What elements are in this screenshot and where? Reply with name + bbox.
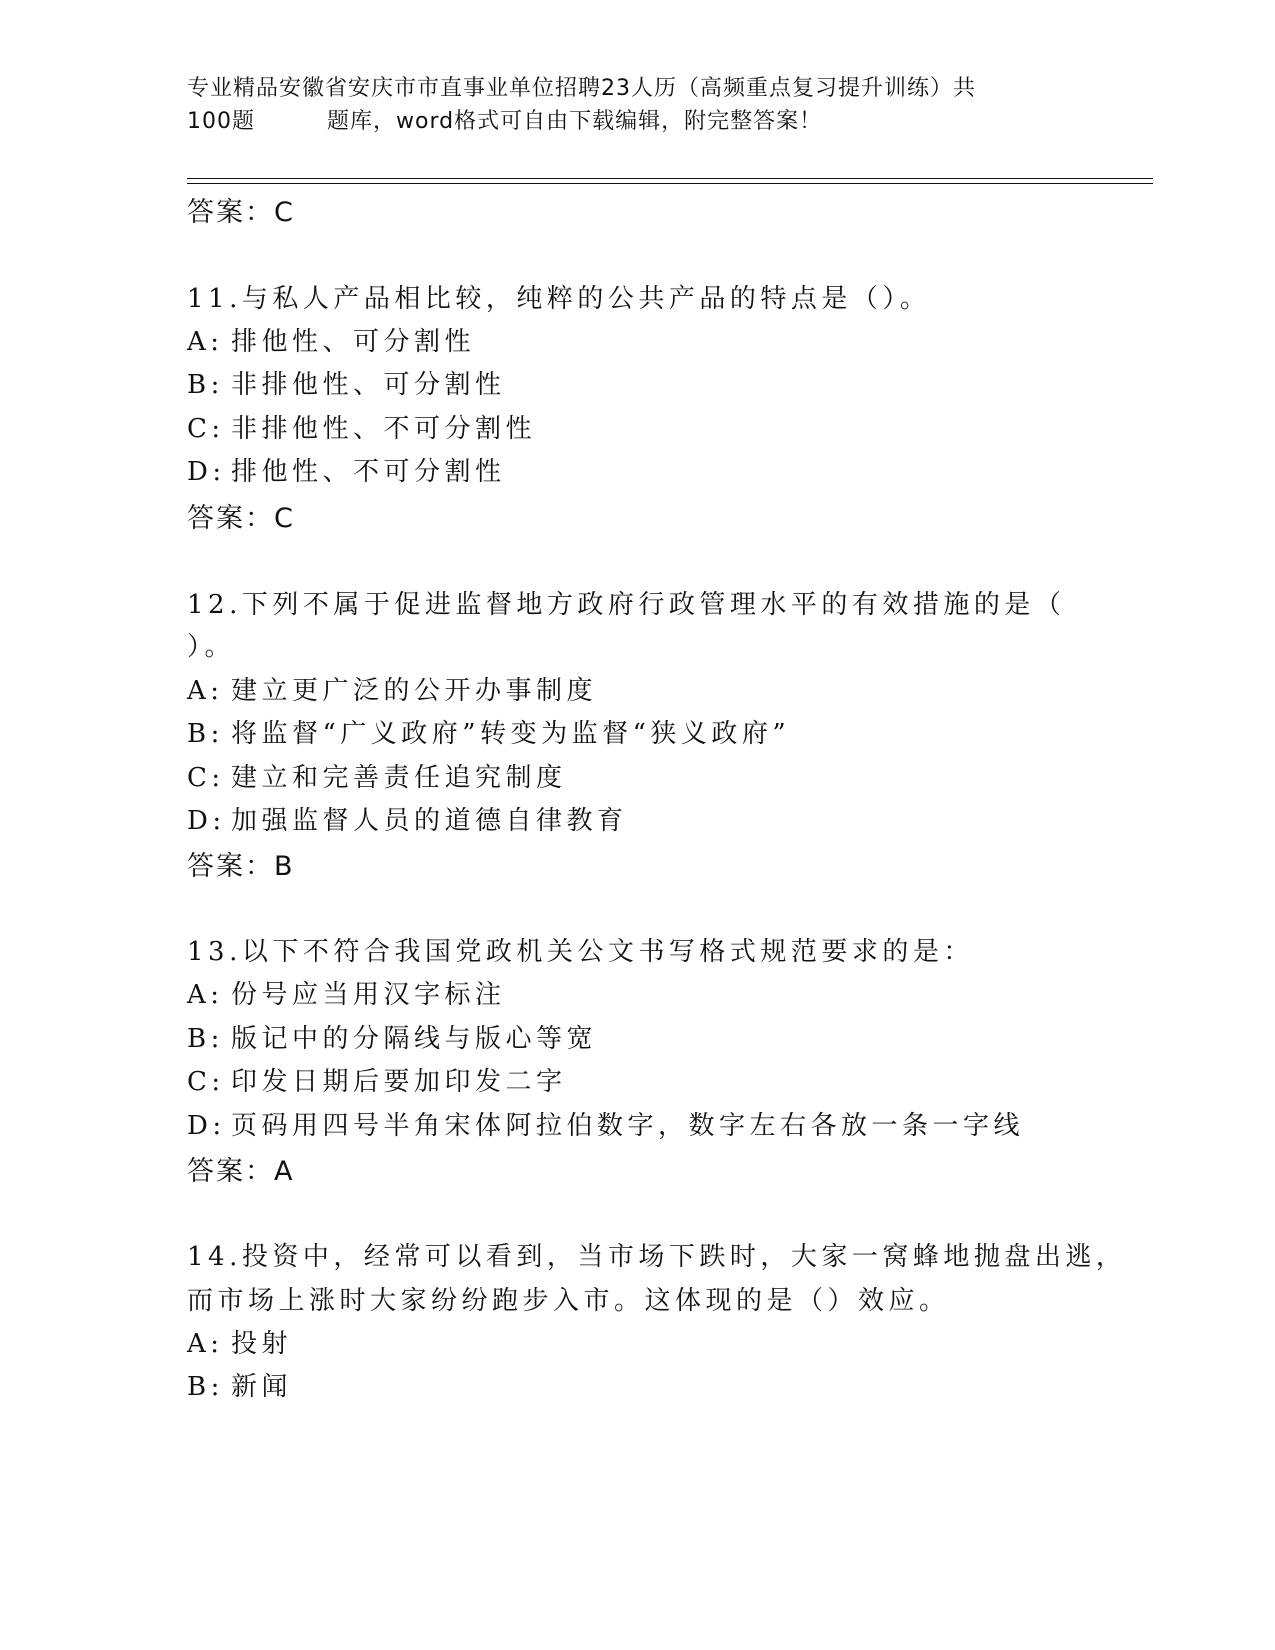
question-12-stem-line-2: ）。	[187, 632, 236, 662]
option-text: 建立更广泛的公开办事制度	[231, 676, 598, 706]
question-11-option-a	[187, 321, 475, 358]
option-label: B:	[187, 370, 224, 400]
option-label: B:	[187, 1372, 224, 1402]
question-12-option-a	[187, 670, 597, 707]
question-13-option-c	[187, 1061, 567, 1098]
option-label: A:	[187, 327, 224, 357]
option-label: B:	[187, 1024, 224, 1054]
question-13-stem: 13.以下不符合我国党政机关公文书写格式规范要求的是：	[187, 937, 974, 967]
option-text: 份号应当用汉字标注	[231, 980, 506, 1010]
question-12-stem-line-1: 12.下列不属于促进监督地方政府行政管理水平的有效措施的是（	[187, 590, 1066, 620]
option-text: 新闻	[231, 1372, 293, 1402]
option-text: 排他性、可分割性	[231, 327, 476, 357]
question-12-option-b	[187, 713, 790, 750]
question-12-option-d	[187, 800, 628, 837]
question-11-option-b	[187, 364, 506, 401]
option-text: 投射	[231, 1329, 293, 1359]
question-14-option-a	[187, 1323, 292, 1360]
header-rule-top	[187, 178, 1153, 179]
option-text: 版记中的分隔线与版心等宽	[231, 1024, 598, 1054]
option-label: C:	[187, 1067, 225, 1097]
question-11-option-c	[187, 408, 536, 445]
question-14-stem-line-2: 而市场上涨时大家纷纷跑步入市。这体现的是（）效应。	[187, 1286, 950, 1316]
header-rule-bottom	[187, 183, 1153, 184]
question-13-option-b	[187, 1018, 597, 1055]
option-label: A:	[187, 980, 224, 1010]
option-text: 印发日期后要加印发二字	[231, 1067, 567, 1097]
header-line-2-right: 题库，word格式可自由下载编辑，附完整答案！	[327, 109, 823, 134]
question-11-answer: 答案：C	[187, 503, 295, 534]
previous-answer: 答案：C	[187, 197, 295, 228]
option-label: A:	[187, 1329, 224, 1359]
option-label: C:	[187, 414, 225, 444]
option-text: 页码用四号半角宋体阿拉伯数字，数字左右各放一条一字线	[231, 1111, 1025, 1141]
option-label: C:	[187, 763, 225, 793]
question-12-option-c	[187, 757, 567, 794]
question-11-option-d	[187, 451, 506, 488]
header-line-2	[187, 105, 1087, 138]
question-11-stem: 11.与私人产品相比较，纯粹的公共产品的特点是（）。	[187, 284, 931, 314]
question-12-answer: 答案：B	[187, 851, 295, 882]
header-line-1: 专业精品安徽省安庆市市直事业单位招聘23人历（高频重点复习提升训练）共	[187, 76, 976, 101]
question-14-option-b	[187, 1366, 292, 1403]
question-13-option-a	[187, 974, 506, 1011]
question-13-answer: 答案：A	[187, 1156, 295, 1187]
option-label: D:	[187, 457, 226, 487]
option-label: B:	[187, 719, 224, 749]
option-label: D:	[187, 1111, 226, 1141]
option-text: 加强监督人员的道德自律教育	[231, 806, 628, 836]
option-text: 建立和完善责任追究制度	[231, 763, 567, 793]
question-14-stem-line-1: 14.投资中，经常可以看到，当市场下跌时，大家一窝蜂地抛盘出逃，	[187, 1242, 1127, 1272]
document-header	[187, 72, 1087, 138]
option-text: 将监督“广义政府”转变为监督“狭义政府”	[231, 719, 791, 749]
option-text: 非排他性、可分割性	[231, 370, 506, 400]
header-line-2-left: 100题	[187, 109, 255, 134]
option-label: D:	[187, 806, 226, 836]
question-13-option-d	[187, 1105, 1024, 1142]
option-text: 排他性、不可分割性	[231, 457, 506, 487]
option-label: A:	[187, 676, 224, 706]
option-text: 非排他性、不可分割性	[231, 414, 537, 444]
